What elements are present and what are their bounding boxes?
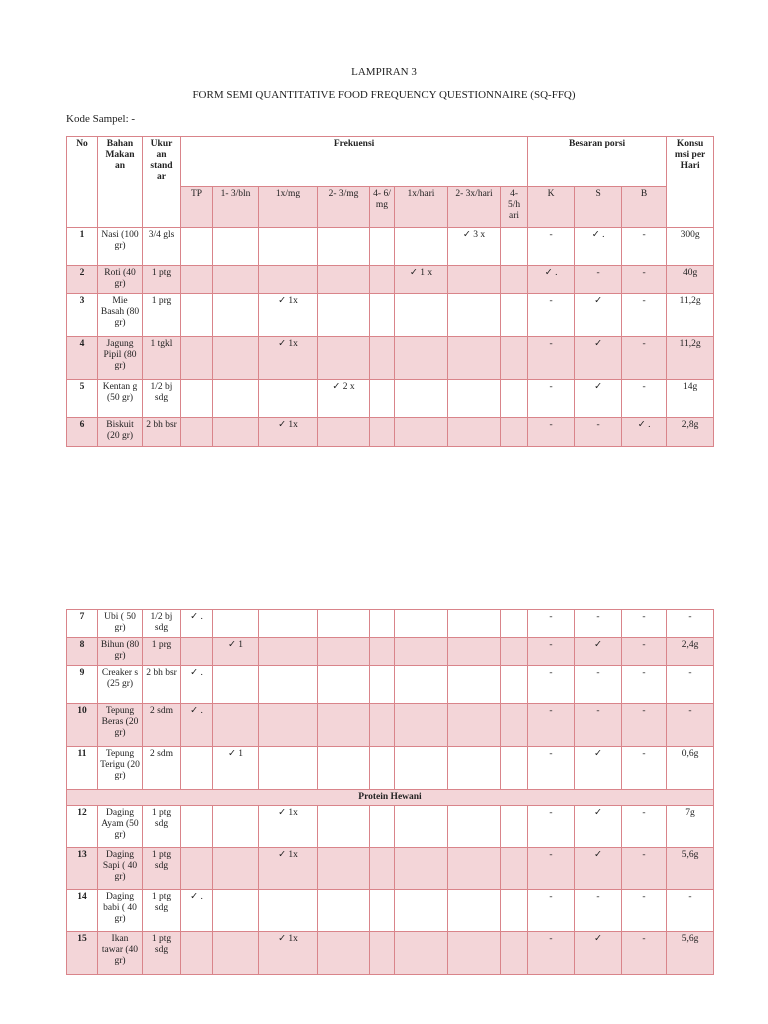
freq-cell (395, 418, 448, 447)
freq-cell (318, 848, 370, 890)
freq-cell (395, 806, 448, 848)
ffq-table-page2 (66, 609, 714, 975)
freq-cell (370, 610, 395, 638)
freq-cell (213, 228, 259, 266)
porsi-cell: - (622, 806, 667, 848)
konsumsi-cell: 14g (667, 380, 714, 418)
row-number: 3 (67, 294, 98, 337)
freq-cell (448, 337, 501, 380)
freq-cell (370, 418, 395, 447)
row-number: 5 (67, 380, 98, 418)
table-row (67, 932, 714, 975)
freq-cell: ✓ 1 (213, 747, 259, 790)
ffq-table-page1 (66, 136, 714, 447)
freq-cell (501, 848, 528, 890)
header-porsi-col: B (622, 187, 667, 228)
freq-cell (395, 337, 448, 380)
freq-cell: ✓ 1x (259, 294, 318, 337)
section-protein-hewani: Protein Hewani (67, 790, 714, 806)
konsumsi-cell: 2,4g (667, 638, 714, 666)
porsi-cell: ✓ . (528, 266, 575, 294)
freq-cell (448, 638, 501, 666)
freq-cell (395, 610, 448, 638)
freq-cell (395, 848, 448, 890)
freq-cell (213, 666, 259, 704)
porsi-cell: - (528, 418, 575, 447)
porsi-cell: - (528, 666, 575, 704)
freq-cell (318, 294, 370, 337)
portion-size: 1 ptg sdg (143, 890, 181, 932)
porsi-cell: - (622, 380, 667, 418)
row-number: 14 (67, 890, 98, 932)
freq-cell (448, 666, 501, 704)
freq-cell (448, 380, 501, 418)
row-number: 12 (67, 806, 98, 848)
freq-cell (181, 294, 213, 337)
konsumsi-cell: 2,8g (667, 418, 714, 447)
porsi-cell: - (622, 266, 667, 294)
freq-cell (501, 337, 528, 380)
row-number: 7 (67, 610, 98, 638)
porsi-cell: - (528, 228, 575, 266)
portion-size: 1 ptg (143, 266, 181, 294)
header-freq-col: 4- 6/ mg (370, 187, 395, 228)
freq-cell (370, 228, 395, 266)
kode-sampel: Kode Sampel: - (66, 113, 136, 125)
row-number: 2 (67, 266, 98, 294)
row-number: 8 (67, 638, 98, 666)
portion-size: 1 prg (143, 294, 181, 337)
porsi-cell: - (575, 418, 622, 447)
header-konsumsi: Konsu msi per Hari (667, 137, 714, 228)
row-number: 6 (67, 418, 98, 447)
freq-cell (370, 806, 395, 848)
table-row (67, 228, 714, 266)
header-frekuensi: Frekuensi (181, 137, 528, 187)
freq-cell (259, 747, 318, 790)
freq-cell (395, 747, 448, 790)
freq-cell (370, 848, 395, 890)
porsi-cell: ✓ . (622, 418, 667, 447)
freq-cell (448, 418, 501, 447)
food-name: Ubi ( 50 gr) (98, 610, 143, 638)
konsumsi-cell: 11,2g (667, 294, 714, 337)
freq-cell (395, 380, 448, 418)
portion-size: 3/4 gls (143, 228, 181, 266)
freq-cell (181, 638, 213, 666)
header-freq-col: 1x/hari (395, 187, 448, 228)
freq-cell (501, 747, 528, 790)
porsi-cell: - (622, 337, 667, 380)
freq-cell (213, 337, 259, 380)
freq-cell (448, 932, 501, 975)
food-name: Daging babi ( 40 gr) (98, 890, 143, 932)
table-row (67, 890, 714, 932)
freq-cell (213, 848, 259, 890)
freq-cell (370, 638, 395, 666)
porsi-cell: ✓ (575, 638, 622, 666)
porsi-cell: - (528, 294, 575, 337)
freq-cell (318, 266, 370, 294)
freq-cell (501, 638, 528, 666)
konsumsi-cell: 5,6g (667, 932, 714, 975)
porsi-cell: - (528, 380, 575, 418)
konsumsi-cell: 40g (667, 266, 714, 294)
header-porsi-col: K (528, 187, 575, 228)
porsi-cell: ✓ . (575, 228, 622, 266)
freq-cell (259, 380, 318, 418)
freq-cell: ✓ 2 x (318, 380, 370, 418)
porsi-cell: - (528, 704, 575, 747)
row-number: 1 (67, 228, 98, 266)
freq-cell (448, 610, 501, 638)
freq-cell (181, 848, 213, 890)
row-number: 15 (67, 932, 98, 975)
porsi-cell: ✓ (575, 337, 622, 380)
freq-cell (395, 228, 448, 266)
porsi-cell: - (622, 228, 667, 266)
table-body-page2 (67, 610, 714, 790)
freq-cell (181, 806, 213, 848)
table-row (67, 266, 714, 294)
portion-size: 2 bh bsr (143, 418, 181, 447)
freq-cell (448, 806, 501, 848)
portion-size: 2 sdm (143, 747, 181, 790)
freq-cell (501, 932, 528, 975)
konsumsi-cell: - (667, 704, 714, 747)
konsumsi-cell: 7g (667, 806, 714, 848)
porsi-cell: - (575, 666, 622, 704)
porsi-cell: ✓ (575, 294, 622, 337)
freq-cell (318, 638, 370, 666)
freq-cell (501, 806, 528, 848)
porsi-cell: - (575, 610, 622, 638)
freq-cell (318, 932, 370, 975)
row-number: 11 (67, 747, 98, 790)
freq-cell (181, 932, 213, 975)
konsumsi-cell: - (667, 610, 714, 638)
freq-cell (259, 638, 318, 666)
freq-cell (213, 704, 259, 747)
freq-cell (259, 610, 318, 638)
table-row (67, 747, 714, 790)
porsi-cell: - (575, 890, 622, 932)
porsi-cell: - (528, 806, 575, 848)
freq-cell: ✓ 1 (213, 638, 259, 666)
freq-cell (259, 890, 318, 932)
freq-cell (259, 228, 318, 266)
freq-cell (318, 610, 370, 638)
freq-cell (395, 638, 448, 666)
header-ukuran: Ukur an stand ar (143, 137, 181, 228)
table-row (67, 418, 714, 447)
freq-cell (213, 932, 259, 975)
portion-size: 1/2 bj sdg (143, 610, 181, 638)
freq-cell (448, 890, 501, 932)
freq-cell (213, 294, 259, 337)
portion-size: 1 prg (143, 638, 181, 666)
freq-cell (370, 266, 395, 294)
row-number: 10 (67, 704, 98, 747)
porsi-cell: - (528, 747, 575, 790)
freq-cell (501, 890, 528, 932)
freq-cell (370, 666, 395, 704)
food-name: Kentan g (50 gr) (98, 380, 143, 418)
food-name: Roti (40 gr) (98, 266, 143, 294)
porsi-cell: - (575, 266, 622, 294)
porsi-cell: - (622, 747, 667, 790)
food-name: Daging Sapi ( 40 gr) (98, 848, 143, 890)
porsi-cell: - (622, 294, 667, 337)
table-row (67, 337, 714, 380)
freq-cell: ✓ 1x (259, 806, 318, 848)
food-name: Bihun (80 gr) (98, 638, 143, 666)
freq-cell (501, 418, 528, 447)
food-name: Ikan tawar (40 gr) (98, 932, 143, 975)
freq-cell (259, 704, 318, 747)
porsi-cell: - (622, 848, 667, 890)
freq-cell (370, 337, 395, 380)
header-freq-col: 4- 5/h ari (501, 187, 528, 228)
table-row (67, 380, 714, 418)
freq-cell (501, 294, 528, 337)
konsumsi-cell: - (667, 666, 714, 704)
freq-cell (501, 704, 528, 747)
doc-subtitle: FORM SEMI QUANTITATIVE FOOD FREQUENCY QUESTIONNAIRE (SQ-FFQ) (192, 89, 576, 101)
freq-cell (395, 932, 448, 975)
row-number: 9 (67, 666, 98, 704)
porsi-cell: ✓ (575, 848, 622, 890)
freq-cell (259, 666, 318, 704)
freq-cell (181, 228, 213, 266)
freq-cell: ✓ 1x (259, 848, 318, 890)
freq-cell (501, 266, 528, 294)
freq-cell (213, 890, 259, 932)
porsi-cell: - (622, 666, 667, 704)
table-row (67, 294, 714, 337)
konsumsi-cell: 5,6g (667, 848, 714, 890)
porsi-cell: ✓ (575, 806, 622, 848)
header-freq-col: 2- 3x/hari (448, 187, 501, 228)
portion-size: 2 bh bsr (143, 666, 181, 704)
porsi-cell: - (622, 890, 667, 932)
konsumsi-cell: 0,6g (667, 747, 714, 790)
food-name: Tepung Beras (20 gr) (98, 704, 143, 747)
table-body-page1 (67, 228, 714, 447)
porsi-cell: ✓ (575, 380, 622, 418)
freq-cell (181, 337, 213, 380)
porsi-cell: ✓ (575, 932, 622, 975)
header-no: No (67, 137, 98, 228)
porsi-cell: ✓ (575, 747, 622, 790)
row-number: 13 (67, 848, 98, 890)
porsi-cell: - (622, 932, 667, 975)
portion-size: 1 tgkl (143, 337, 181, 380)
freq-cell: ✓ 1 x (395, 266, 448, 294)
freq-cell: ✓ 3 x (448, 228, 501, 266)
porsi-cell: - (528, 848, 575, 890)
table-row (67, 806, 714, 848)
freq-cell: ✓ 1x (259, 418, 318, 447)
table-row (67, 704, 714, 747)
header-freq-col: 1- 3/bln (213, 187, 259, 228)
konsumsi-cell: - (667, 890, 714, 932)
freq-cell (395, 294, 448, 337)
food-name: Tepung Terigu (20 gr) (98, 747, 143, 790)
freq-cell (318, 337, 370, 380)
freq-cell (448, 266, 501, 294)
food-name: Creaker s (25 gr) (98, 666, 143, 704)
freq-cell (370, 747, 395, 790)
freq-cell (370, 932, 395, 975)
table-body-protein (67, 806, 714, 975)
porsi-cell: - (622, 610, 667, 638)
freq-cell (213, 806, 259, 848)
table-row (67, 666, 714, 704)
freq-cell (318, 228, 370, 266)
freq-cell (448, 294, 501, 337)
portion-size: 1 ptg sdg (143, 848, 181, 890)
food-name: Mie Basah (80 gr) (98, 294, 143, 337)
freq-cell (181, 747, 213, 790)
porsi-cell: - (528, 932, 575, 975)
table-row (67, 848, 714, 890)
freq-cell (395, 666, 448, 704)
freq-cell (318, 666, 370, 704)
freq-cell (395, 890, 448, 932)
freq-cell (181, 418, 213, 447)
freq-cell (213, 266, 259, 294)
food-name: Nasi (100 gr) (98, 228, 143, 266)
freq-cell (448, 848, 501, 890)
freq-cell (501, 610, 528, 638)
freq-cell (370, 294, 395, 337)
header-freq-col: 2- 3/mg (318, 187, 370, 228)
konsumsi-cell: 11,2g (667, 337, 714, 380)
freq-cell (213, 418, 259, 447)
freq-cell: ✓ . (181, 610, 213, 638)
porsi-cell: - (622, 638, 667, 666)
header-freq-col: TP (181, 187, 213, 228)
freq-cell (318, 806, 370, 848)
porsi-cell: - (528, 890, 575, 932)
portion-size: 2 sdm (143, 704, 181, 747)
freq-cell: ✓ . (181, 704, 213, 747)
row-number: 4 (67, 337, 98, 380)
freq-cell (318, 890, 370, 932)
freq-cell (501, 380, 528, 418)
freq-cell: ✓ 1x (259, 337, 318, 380)
portion-size: 1/2 bj sdg (143, 380, 181, 418)
header-freq-col: 1x/mg (259, 187, 318, 228)
freq-cell (213, 610, 259, 638)
portion-size: 1 ptg sdg (143, 932, 181, 975)
food-name: Biskuit (20 gr) (98, 418, 143, 447)
freq-cell: ✓ . (181, 666, 213, 704)
table-row (67, 610, 714, 638)
freq-cell: ✓ . (181, 890, 213, 932)
freq-cell (370, 380, 395, 418)
freq-cell (370, 890, 395, 932)
porsi-cell: - (622, 704, 667, 747)
doc-title: LAMPIRAN 3 (351, 66, 417, 78)
header-porsi-col: S (575, 187, 622, 228)
freq-cell (370, 704, 395, 747)
freq-cell (318, 418, 370, 447)
header-besaran: Besaran porsi (528, 137, 667, 187)
section-row (67, 790, 714, 806)
table-row (67, 638, 714, 666)
food-name: Daging Ayam (50 gr) (98, 806, 143, 848)
portion-size: 1 ptg sdg (143, 806, 181, 848)
freq-cell: ✓ 1x (259, 932, 318, 975)
porsi-cell: - (575, 704, 622, 747)
freq-cell (213, 380, 259, 418)
freq-cell (259, 266, 318, 294)
konsumsi-cell: 300g (667, 228, 714, 266)
porsi-cell: - (528, 337, 575, 380)
freq-cell (448, 747, 501, 790)
freq-cell (181, 380, 213, 418)
freq-cell (501, 228, 528, 266)
header-bahan: Bahan Makan an (98, 137, 143, 228)
freq-cell (318, 704, 370, 747)
food-name: Jagung Pipil (80 gr) (98, 337, 143, 380)
header-row-top (67, 137, 714, 187)
freq-cell (448, 704, 501, 747)
freq-cell (395, 704, 448, 747)
freq-cell (181, 266, 213, 294)
freq-cell (318, 747, 370, 790)
porsi-cell: - (528, 610, 575, 638)
freq-cell (501, 666, 528, 704)
porsi-cell: - (528, 638, 575, 666)
